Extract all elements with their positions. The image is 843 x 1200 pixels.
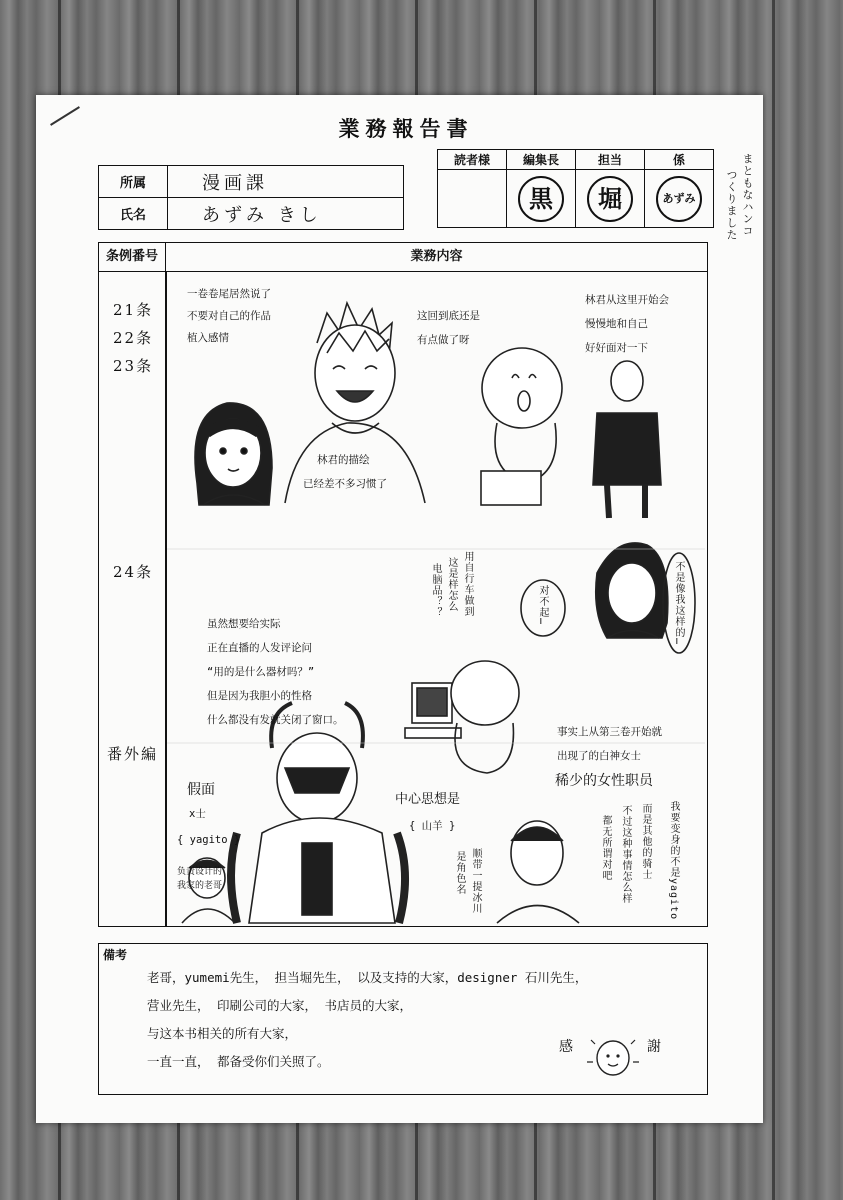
- seal-hori: 堀: [587, 176, 633, 222]
- seal-azumi: あずみ: [656, 176, 702, 222]
- side-note-line-1: まともなハンコ: [741, 153, 754, 237]
- stamp-cell-charge: [576, 170, 645, 228]
- name-label: 氏名: [99, 198, 168, 230]
- p2-bubble-not-like: 不是像我这样的…: [673, 561, 684, 646]
- p3-vert-1: 是角色名: [454, 851, 465, 895]
- name-value: あずみ きし: [168, 198, 404, 230]
- rule-22: 22条: [113, 329, 154, 347]
- man-sketch: [285, 303, 425, 503]
- young-man-sketch: [497, 821, 579, 923]
- rule-number-header: 条例番号: [99, 243, 166, 271]
- p2-left-text-1: 虽然想要给实际: [207, 618, 281, 630]
- rule-extra: 番外編: [107, 745, 159, 763]
- p3-vert-3: 都无所谓对吧: [600, 815, 611, 881]
- computer-sketch: [405, 661, 519, 773]
- info-table: [98, 165, 404, 230]
- p3-designer-text-1: 负责设计的: [177, 867, 223, 877]
- girl-sketch: [195, 403, 272, 505]
- work-table-header: [99, 243, 707, 272]
- stamp-cell-editor: [507, 170, 576, 228]
- report-sheet: [36, 95, 763, 1123]
- p2-right-text-2: 出现了的白神女士: [557, 750, 641, 762]
- work-content-header: 業務内容: [410, 249, 463, 264]
- thanks-char-2: 謝: [647, 1039, 661, 1055]
- p3-goat-text: { 山羊 }: [409, 820, 456, 832]
- p1-left-text-1: 一卷卷尾居然说了: [187, 288, 271, 300]
- p1-left-text-3: 植入感情: [187, 332, 229, 344]
- p2-right-big-text: 稀少的女性职员: [555, 773, 653, 789]
- p2-vert-text-2: 这是样怎么: [446, 557, 457, 612]
- p1-mid-text-2: 有点做了呀: [417, 334, 470, 346]
- p2-left-text-5: 什么都没有发就关闭了窗口。: [207, 714, 344, 726]
- p3-vert-6: 我要变身的不是yagito: [668, 801, 679, 921]
- armored-hero-sketch: [231, 703, 405, 923]
- stamp-header-editor: 編集長: [507, 150, 576, 170]
- p3-designer-text-2: 我家的老哥: [177, 881, 223, 891]
- p2-vert-text-1: 电脑品？？: [430, 563, 441, 618]
- stamp-cell-reader: [438, 170, 507, 228]
- p2-right-text-1: 事实上从第三卷开始就: [557, 726, 662, 738]
- p2-bubble-sorry: 对不起…: [537, 585, 548, 626]
- p1-mid-text-1: 这回到底还是: [417, 310, 480, 322]
- p1-right-text-2: 慢慢地和自己: [585, 318, 648, 330]
- p3-x-text: x士: [189, 808, 206, 820]
- stamp-cell-staff: [645, 170, 714, 228]
- work-content-art: [167, 273, 705, 924]
- p3-vert-2: 顺带一提冰川: [470, 848, 481, 914]
- p2-left-text-2: 正在直播的人发评论问: [207, 642, 312, 654]
- stamp-header-charge: 担当: [576, 150, 645, 170]
- stamp-header-reader: 読者様: [438, 150, 507, 170]
- remarks-line-4: 一直一直， 都备受你们关照了。: [147, 1054, 330, 1069]
- remarks-label: 備考: [103, 948, 128, 962]
- remarks-box: [98, 943, 708, 1095]
- pencil-mark: [50, 106, 80, 126]
- work-table: [98, 242, 708, 927]
- p3-central-idea: 中心思想是: [395, 792, 461, 807]
- woman-sketch: [596, 543, 668, 638]
- stamp-table: [437, 149, 714, 228]
- report-title: 業務報告書: [338, 117, 474, 141]
- dept-value: 漫画課: [168, 166, 404, 198]
- p3-mask-text: 假面: [187, 782, 215, 798]
- p1-left-text-2: 不要对自己的作品: [187, 310, 271, 322]
- side-note: [721, 153, 761, 263]
- thanks-character-sketch: [583, 1032, 643, 1088]
- dept-label: 所属: [99, 166, 168, 198]
- p1-caption-1: 林君的描绘: [317, 454, 370, 466]
- remarks-line-1: 老哥，yumemi先生， 担当堀先生， 以及支持的大家，designer 石川先生，: [147, 970, 588, 985]
- seal-kuro: 黒: [518, 176, 564, 222]
- remarks-line-2: 营业先生， 印刷公司的大家， 书店员的大家，: [147, 998, 413, 1013]
- p3-yagito-text: { yagito }: [177, 834, 241, 846]
- stamp-header-staff: 係: [645, 150, 714, 170]
- p1-right-text-3: 好好面对一下: [585, 342, 648, 354]
- round-character-sketch: [481, 348, 562, 505]
- thanks-char-1: 感: [559, 1039, 573, 1055]
- side-note-line-2: つくりました: [725, 169, 738, 241]
- rule-24: 24条: [113, 563, 154, 581]
- p3-vert-4: 不过这种事情怎么样: [620, 805, 631, 904]
- rule-23: 23条: [113, 357, 154, 375]
- p2-vert-text-3: 用自行车做到: [462, 551, 473, 617]
- p1-caption-2: 已经差不多习惯了: [303, 478, 387, 490]
- remarks-line-3: 与这本书相关的所有大家，: [147, 1026, 298, 1041]
- p3-vert-5: 而是其他的骑士: [640, 803, 651, 880]
- p1-right-text-1: 林君从这里开始会: [585, 294, 669, 306]
- p2-left-text-4: 但是因为我胆小的性格: [207, 690, 312, 702]
- p2-left-text-3: “用的是什么器材吗？”: [207, 666, 315, 678]
- rule-21: 21条: [113, 301, 154, 319]
- back-figure-sketch: [593, 361, 661, 518]
